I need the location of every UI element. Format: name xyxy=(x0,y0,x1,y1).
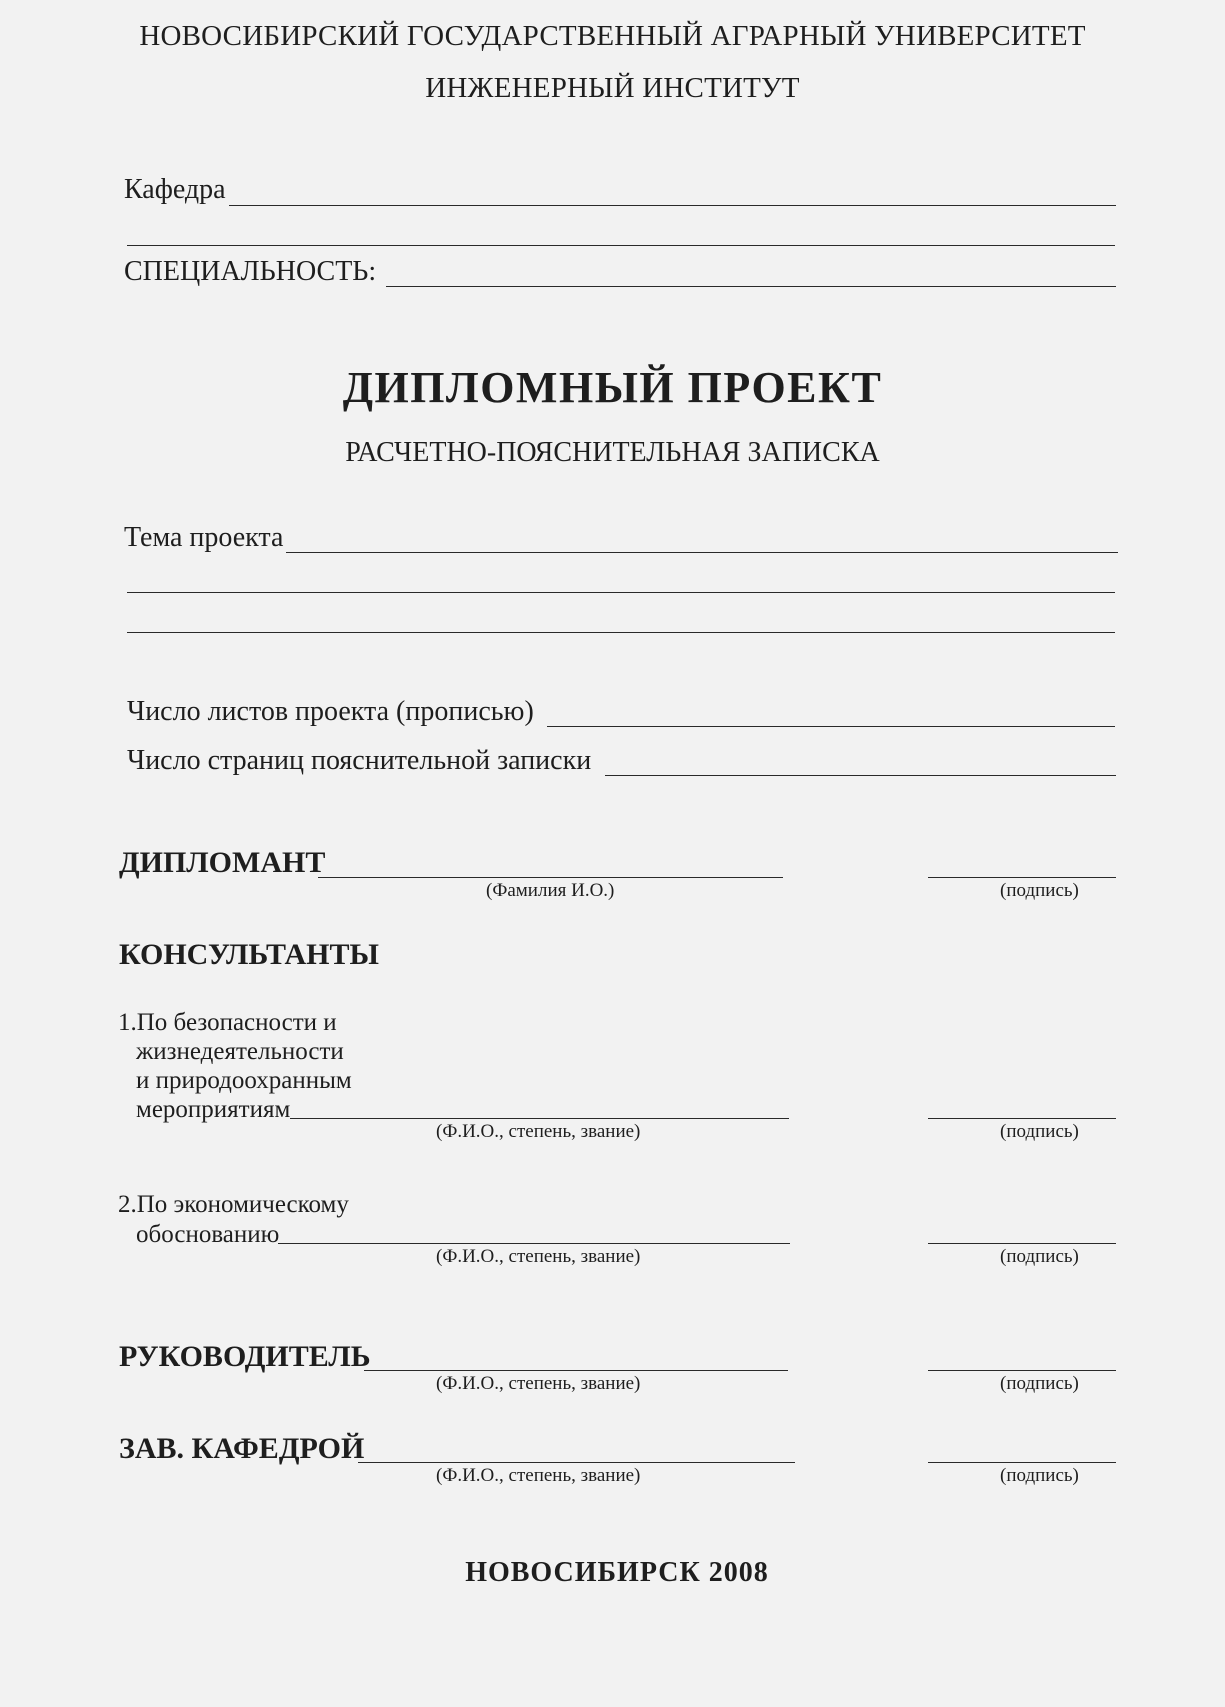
consultant-1-name-line[interactable] xyxy=(290,1118,789,1119)
consultant-1-line-2: жизнедеятельности xyxy=(136,1038,344,1065)
document-subtitle: РАСЧЕТНО-ПОЯСНИТЕЛЬНАЯ ЗАПИСКА xyxy=(345,437,880,468)
consultant-2-line-2: обоснованию xyxy=(136,1221,280,1248)
department-field-line-2[interactable] xyxy=(127,245,1115,246)
graduate-label: ДИПЛОМАНТ xyxy=(119,846,326,879)
pages-count-field-line[interactable] xyxy=(605,775,1116,776)
consultant-2-signature-caption: (подпись) xyxy=(1000,1246,1079,1267)
supervisor-signature-caption: (подпись) xyxy=(1000,1373,1079,1394)
supervisor-label: РУКОВОДИТЕЛЬ xyxy=(119,1340,371,1373)
department-field-line[interactable] xyxy=(229,205,1116,206)
supervisor-name-caption: (Ф.И.О., степень, звание) xyxy=(436,1373,641,1394)
supervisor-name-line[interactable] xyxy=(364,1370,788,1371)
institute-name: ИНЖЕНЕРНЫЙ ИНСТИТУТ xyxy=(425,72,800,104)
head-of-department-signature-caption: (подпись) xyxy=(1000,1465,1079,1486)
consultants-heading: КОНСУЛЬТАНТЫ xyxy=(119,938,379,971)
head-of-department-signature-line[interactable] xyxy=(928,1462,1116,1463)
document-title: ДИПЛОМНЫЙ ПРОЕКТ xyxy=(342,363,883,412)
consultant-2-name-line[interactable] xyxy=(278,1243,790,1244)
graduate-signature-line[interactable] xyxy=(928,877,1116,878)
graduate-name-line[interactable] xyxy=(318,877,783,878)
head-of-department-name-line[interactable] xyxy=(358,1462,795,1463)
supervisor-signature-line[interactable] xyxy=(928,1370,1116,1371)
consultant-2-signature-line[interactable] xyxy=(928,1243,1116,1244)
topic-field-line-2[interactable] xyxy=(127,592,1115,593)
department-label: Кафедра xyxy=(124,174,226,205)
graduate-name-caption: (Фамилия И.О.) xyxy=(486,880,615,901)
consultant-1-line-4: мероприятиям xyxy=(136,1096,291,1123)
graduate-signature-caption: (подпись) xyxy=(1000,880,1079,901)
consultant-1-name-caption: (Ф.И.О., степень, звание) xyxy=(436,1121,641,1142)
city-year: НОВОСИБИРСК 2008 xyxy=(465,1557,769,1588)
pages-count-label: Число страниц пояснительной записки xyxy=(127,745,592,776)
topic-label: Тема проекта xyxy=(124,522,284,553)
topic-field-line-1[interactable] xyxy=(286,552,1118,553)
head-of-department-label: ЗАВ. КАФЕДРОЙ xyxy=(119,1432,365,1465)
consultant-1-line-1: 1.По безопасности и xyxy=(118,1009,337,1036)
sheets-count-field-line[interactable] xyxy=(547,726,1115,727)
consultant-1-signature-line[interactable] xyxy=(928,1118,1116,1119)
topic-field-line-3[interactable] xyxy=(127,632,1115,633)
university-name: НОВОСИБИРСКИЙ ГОСУДАРСТВЕННЫЙ АГРАРНЫЙ УНИВЕРСИТЕТ xyxy=(139,20,1086,52)
specialty-label: СПЕЦИАЛЬНОСТЬ: xyxy=(124,256,377,287)
consultant-2-name-caption: (Ф.И.О., степень, звание) xyxy=(436,1246,641,1267)
consultant-1-line-3: и природоохранным xyxy=(136,1067,352,1094)
head-of-department-name-caption: (Ф.И.О., степень, звание) xyxy=(436,1465,641,1486)
consultant-2-line-1: 2.По экономическому xyxy=(118,1191,349,1218)
sheets-count-label: Число листов проекта (прописью) xyxy=(127,696,534,727)
specialty-field-line[interactable] xyxy=(386,286,1116,287)
consultant-1-signature-caption: (подпись) xyxy=(1000,1121,1079,1142)
